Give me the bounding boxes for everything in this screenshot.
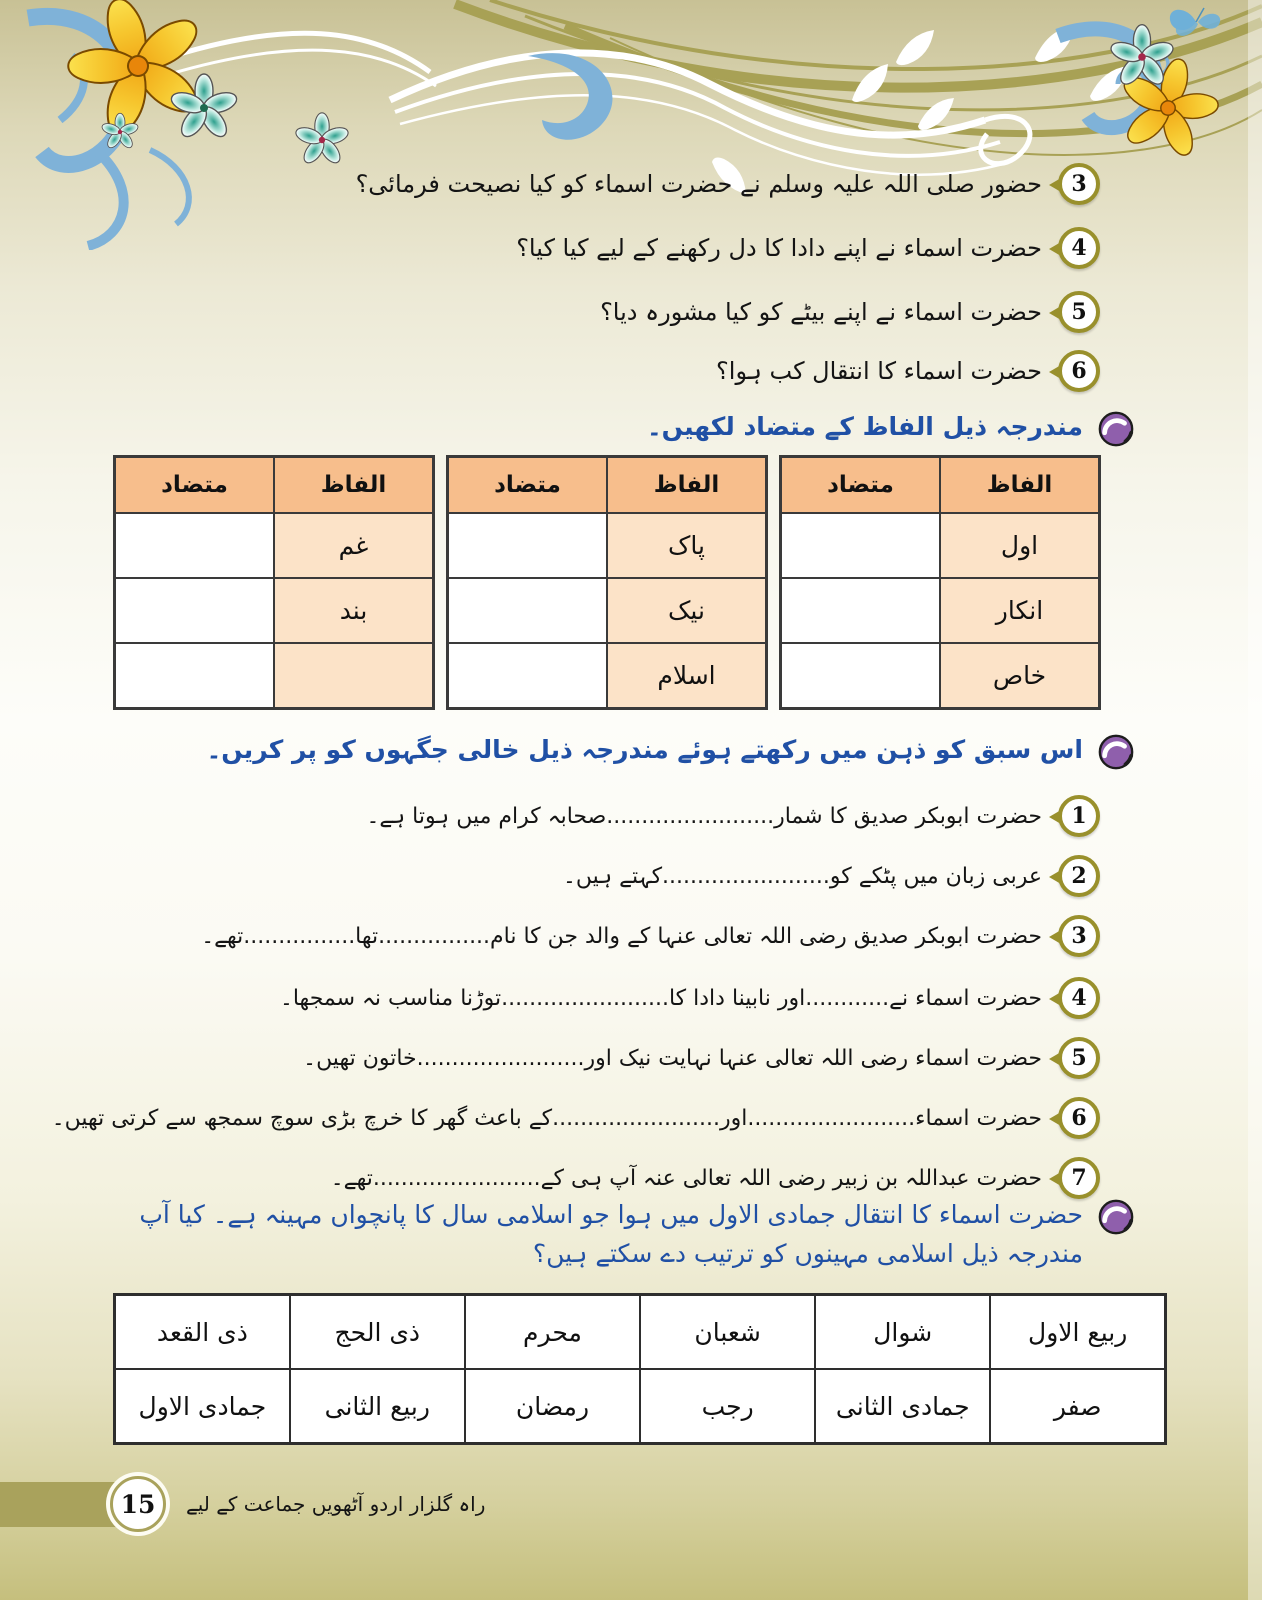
- month-cell: ذی الحج: [290, 1295, 465, 1370]
- antonym-answer-cell: [115, 643, 275, 709]
- fill-blank-row: [563, 855, 1100, 897]
- month-cell: محرم: [465, 1295, 640, 1370]
- fill-blank-row: [303, 1037, 1100, 1079]
- question-number-badge: [1058, 350, 1100, 392]
- question-number: 3: [1071, 171, 1087, 197]
- purple-bullet-icon: [1097, 410, 1135, 448]
- column-header-antonym: متضاد: [781, 457, 941, 514]
- item-number-badge: [1058, 795, 1100, 837]
- item-number: 4: [1071, 985, 1087, 1011]
- question-row: [516, 227, 1100, 269]
- antonym-answer-cell: [781, 643, 941, 709]
- fill-blank-text: عربی زبان میں پٹکے کو........................کہتے ہیں۔: [562, 863, 1042, 889]
- item-number-badge: [1058, 1037, 1100, 1079]
- antonym-answer-cell: [448, 578, 608, 643]
- month-cell: جمادی الاول: [115, 1369, 290, 1444]
- column-header-antonym: متضاد: [115, 457, 275, 514]
- item-number-badge: [1058, 915, 1100, 957]
- antonym-table: [446, 455, 768, 710]
- antonyms-tables: [113, 455, 1101, 710]
- month-cell: شوال: [815, 1295, 990, 1370]
- teal-flower: [294, 113, 350, 166]
- purple-bullet-icon: [1097, 1198, 1135, 1236]
- fill-blank-row: [280, 977, 1100, 1019]
- antonym-answer-cell: [781, 578, 941, 643]
- page-number-badge: [110, 1476, 166, 1532]
- antonym-table: [113, 455, 435, 710]
- month-cell: ربیع الثانی: [290, 1369, 465, 1444]
- fill-blank-row: [201, 915, 1100, 957]
- months-section-heading: [65, 1196, 1135, 1274]
- month-cell: ذی القعد: [115, 1295, 290, 1370]
- antonym-answer-cell: [448, 643, 608, 709]
- question-number-badge: [1058, 163, 1100, 205]
- antonyms-section-heading: [647, 408, 1135, 448]
- fill-blank-text: حضرت اسماء نے............اور نابینا دادا کا........................توڑنا مناسب نہ سمجھا۔: [279, 985, 1042, 1011]
- question-number-badge: [1058, 291, 1100, 333]
- item-number-badge: [1058, 855, 1100, 897]
- item-number: 5: [1071, 1045, 1087, 1071]
- word-cell: انکار: [940, 578, 1100, 643]
- month-cell: رجب: [640, 1369, 815, 1444]
- question-text: حضرت اسماء نے اپنے دادا کا دل رکھنے کے لیے کیا کیا؟: [516, 234, 1042, 262]
- word-cell: خاص: [940, 643, 1100, 709]
- word-cell: غم: [274, 513, 434, 578]
- word-cell: اسلام: [607, 643, 767, 709]
- section-heading-text: اس سبق کو ذہن میں رکھتے ہوئے مندرجہ ذیل خالی جگہوں کو پر کریں۔: [206, 735, 1083, 764]
- word-cell: [274, 643, 434, 709]
- item-number-badge: [1058, 1097, 1100, 1139]
- word-cell: اول: [940, 513, 1100, 578]
- item-number: 6: [1071, 1105, 1087, 1131]
- fill-blank-row: [331, 1157, 1100, 1199]
- question-number: 5: [1071, 299, 1087, 325]
- column-header-antonym: متضاد: [448, 457, 608, 514]
- antonym-answer-cell: [115, 513, 275, 578]
- section-heading-text: حضرت اسماء کا انتقال جمادی الاول میں ہوا جو اسلامی سال کا پانچواں مہینہ ہے۔ کیا آپ مندرجہ ذیل اسلامی مہینوں کو ترتیب دے سکتے ہیں؟: [139, 1200, 1083, 1268]
- word-cell: نیک: [607, 578, 767, 643]
- fill-blanks-section-heading: [207, 731, 1135, 771]
- month-cell: صفر: [990, 1369, 1165, 1444]
- question-number-badge: [1058, 227, 1100, 269]
- page-edge-strip: [1248, 0, 1262, 1600]
- purple-bullet-icon: [1097, 733, 1135, 771]
- floral-header-decoration: [0, 0, 1262, 250]
- islamic-months-table: [113, 1293, 1167, 1445]
- antonym-answer-cell: [115, 578, 275, 643]
- section-heading-text: مندرجہ ذیل الفاظ کے متضاد لکھیں۔: [646, 412, 1083, 441]
- fill-blank-text: حضرت عبداللہ بن زبیر رضی اللہ تعالی عنہ آپ ہی کے........................تھے۔: [330, 1165, 1042, 1191]
- word-cell: بند: [274, 578, 434, 643]
- month-cell: رمضان: [465, 1369, 640, 1444]
- question-row: [716, 350, 1100, 392]
- item-number: 1: [1071, 803, 1087, 829]
- month-cell: جمادی الثانی: [815, 1369, 990, 1444]
- fill-blank-text: حضرت ابوبکر صدیق رضی اللہ تعالی عنہا کے والد جن کا نام................تھا................تھے۔: [201, 923, 1042, 949]
- antonym-answer-cell: [448, 513, 608, 578]
- column-header-words: الفاظ: [940, 457, 1100, 514]
- question-text: حضرت اسماء نے اپنے بیٹے کو کیا مشورہ دیا؟: [600, 298, 1042, 326]
- item-number-badge: [1058, 977, 1100, 1019]
- item-number: 7: [1071, 1165, 1087, 1191]
- question-number: 4: [1071, 235, 1087, 261]
- column-header-words: الفاظ: [274, 457, 434, 514]
- month-cell: ربیع الاول: [990, 1295, 1165, 1370]
- fill-blank-text: حضرت ابوبکر صدیق کا شمار........................صحابہ کرام میں ہوتا ہے۔: [366, 803, 1042, 829]
- page-number: 15: [120, 1489, 156, 1519]
- antonym-table: [779, 455, 1101, 710]
- month-cell: شعبان: [640, 1295, 815, 1370]
- word-cell: پاک: [607, 513, 767, 578]
- question-row: [600, 291, 1100, 333]
- question-number: 6: [1071, 358, 1087, 384]
- item-number: 2: [1071, 863, 1087, 889]
- fill-blank-row: [366, 795, 1100, 837]
- antonym-answer-cell: [781, 513, 941, 578]
- item-number-badge: [1058, 1157, 1100, 1199]
- fill-blank-row: [52, 1097, 1100, 1139]
- column-header-words: الفاظ: [607, 457, 767, 514]
- fill-blank-text: حضرت اسماء رضی اللہ تعالی عنہا نہایت نیک اور........................خاتون تھیں۔: [303, 1045, 1042, 1071]
- fill-blank-text: حضرت اسماء........................اور........................کے باعث گھر کا خرچ بڑی سوچ سمجھ سے کرتی تھیں۔: [51, 1105, 1042, 1131]
- item-number: 3: [1071, 923, 1087, 949]
- question-text: حضور صلی اللہ علیہ وسلم نے حضرت اسماء کو کیا نصیحت فرمائی؟: [355, 170, 1042, 198]
- book-title: راہ گلزار اردو آٹھویں جماعت کے لیے: [186, 1492, 486, 1516]
- question-text: حضرت اسماء کا انتقال کب ہوا؟: [716, 357, 1042, 385]
- question-row: [356, 163, 1100, 205]
